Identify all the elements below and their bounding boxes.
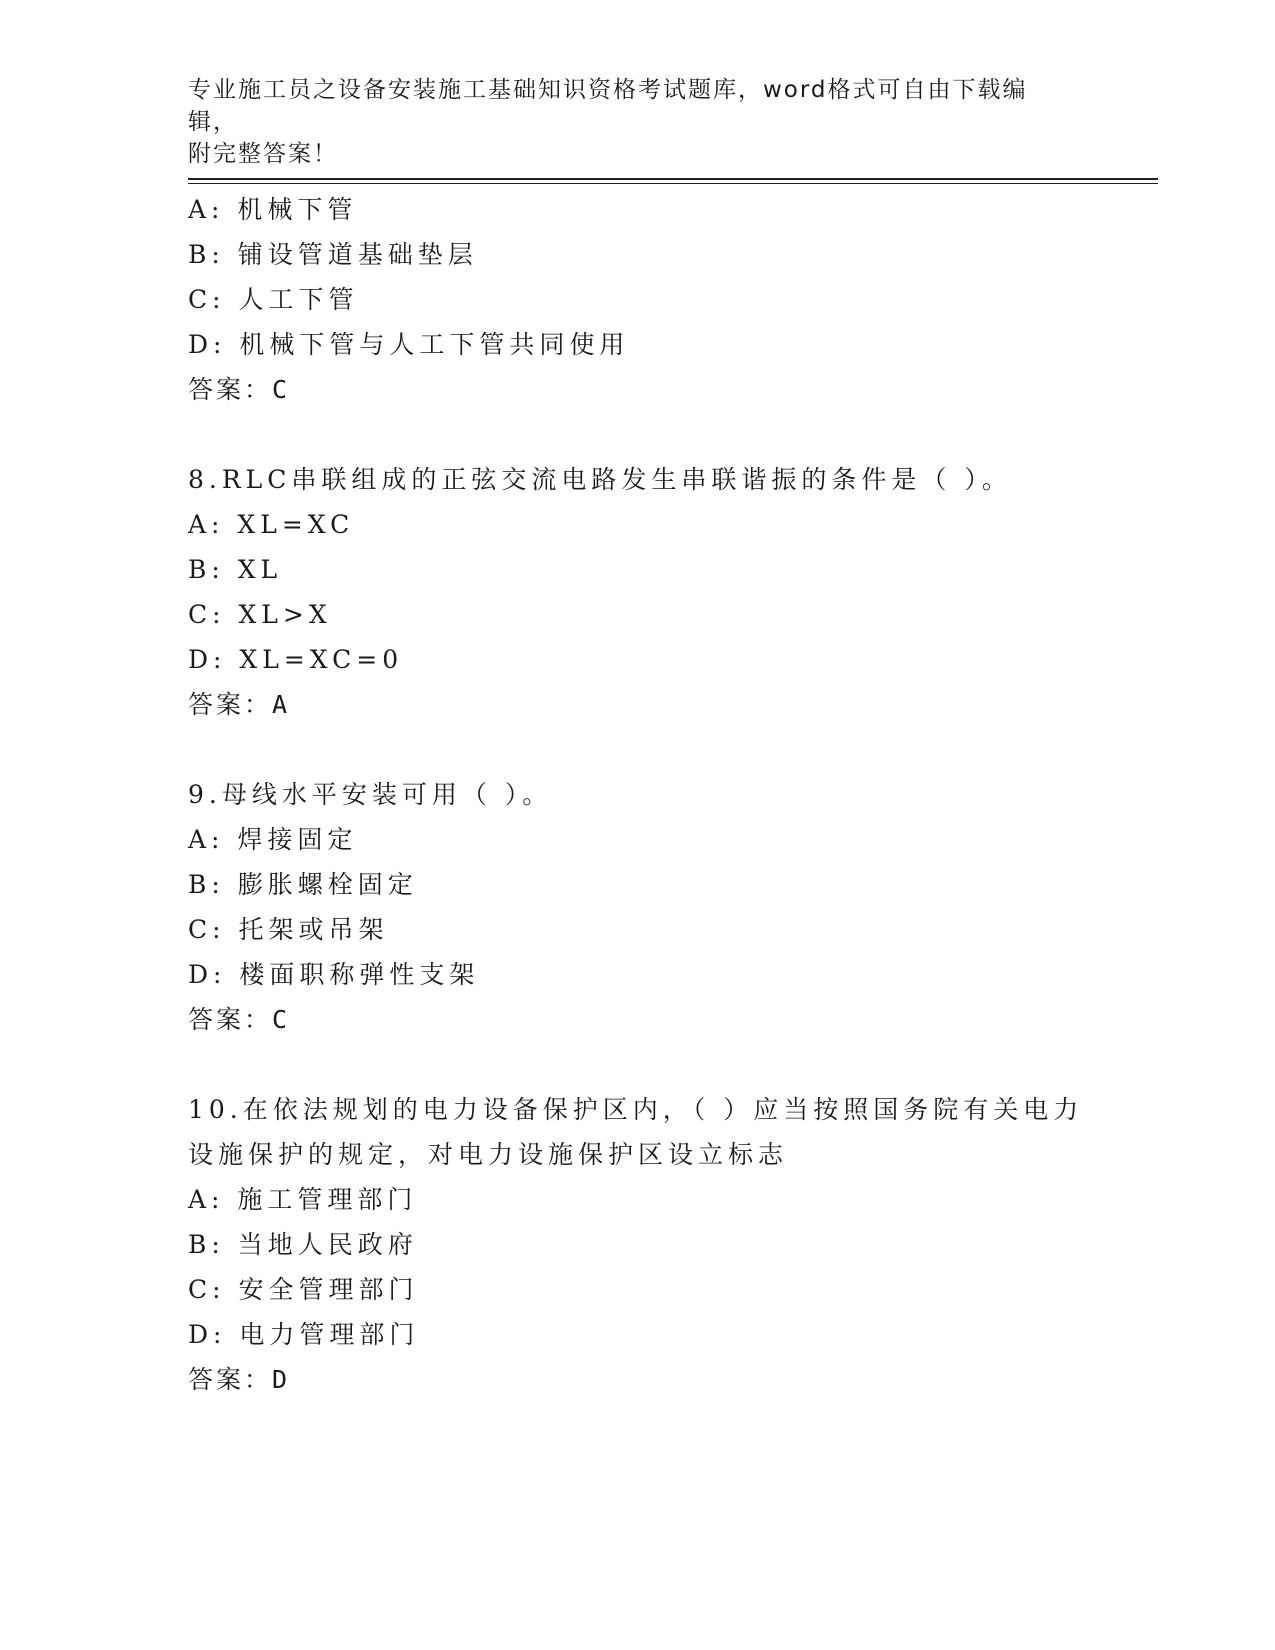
header-divider-thin [188, 183, 1158, 184]
q9-option-a: A: 焊接固定 [188, 825, 358, 854]
q7-option-d: D: 机械下管与人工下管共同使用 [188, 330, 630, 359]
q9-answer: 答案：C [188, 1005, 291, 1034]
q7-option-b: B: 铺设管道基础垫层 [188, 240, 478, 269]
document-header [188, 74, 1068, 170]
q8-question: 8.RLC串联组成的正弦交流电路发生串联谐振的条件是（ ）。 [188, 465, 1012, 494]
q9-option-c: C: 托架或吊架 [188, 915, 389, 944]
q7-answer: 答案：C [188, 375, 291, 404]
q10-question-line-2: 设施保护的规定，对电力设施保护区设立标志 [188, 1140, 789, 1169]
q7-option-c: C: 人工下管 [188, 285, 359, 314]
header-line-1: 专业施工员之设备安装施工基础知识资格考试题库，word格式可自由下载编辑， [188, 77, 1028, 135]
q10-option-b: B: 当地人民政府 [188, 1230, 418, 1259]
q7-option-a: A: 机械下管 [188, 195, 358, 224]
q9-option-d: D: 楼面职称弹性支架 [188, 960, 480, 989]
q8-option-a: A: XL=XC [188, 510, 355, 539]
q8-answer: 答案：A [188, 690, 291, 719]
header-divider-thick [188, 178, 1158, 180]
q10-option-a: A: 施工管理部门 [188, 1185, 418, 1214]
q10-option-d: D: 电力管理部门 [188, 1320, 420, 1349]
q8-option-b: B: XL [188, 555, 283, 584]
q10-question-line-1: 10.在依法规划的电力设备保护区内，（ ）应当按照国务院有关电力 [188, 1095, 1084, 1124]
q8-option-d: D: XL=XC=0 [188, 645, 404, 674]
header-line-2: 附完整答案！ [188, 141, 338, 167]
q10-option-c: C: 安全管理部门 [188, 1275, 419, 1304]
q10-answer: 答案：D [188, 1365, 291, 1394]
q9-question: 9.母线水平安装可用（ ）。 [188, 780, 553, 809]
q9-option-b: B: 膨胀螺栓固定 [188, 870, 418, 899]
q8-option-c: C: XL>X [188, 600, 332, 629]
